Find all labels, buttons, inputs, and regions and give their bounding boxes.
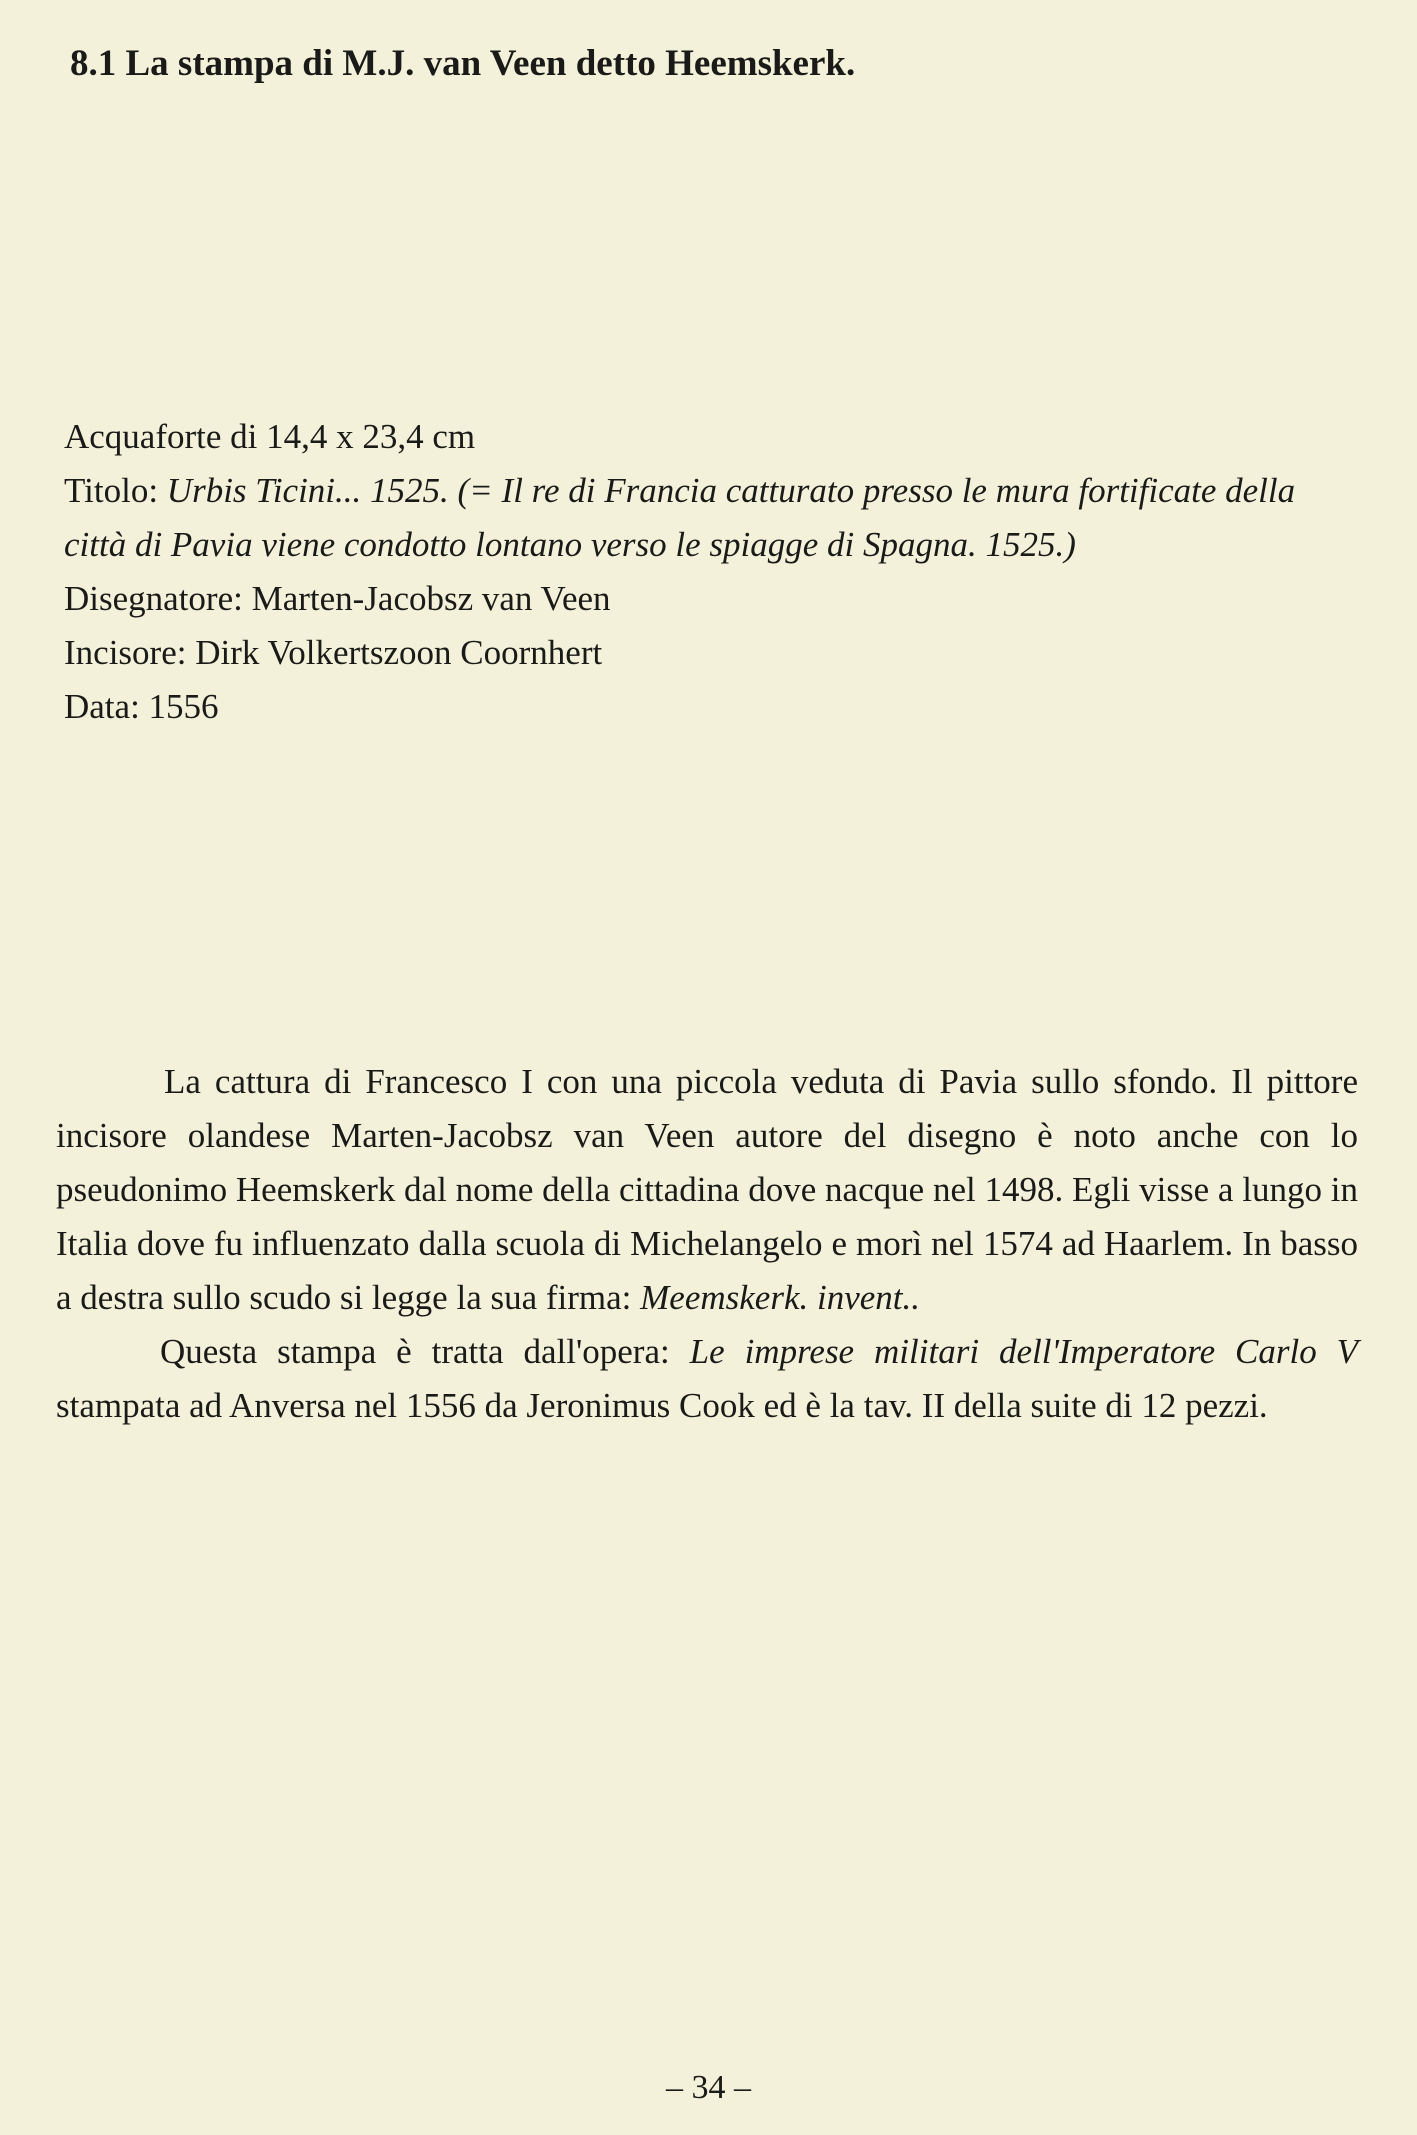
paragraph-1-text: La cattura di Francesco I con una piccola veduta di Pavia sullo sfondo. Il pittore incisore olandese Marten-Jacobsz van Veen autore del disegno è noto anche con lo pseudonimo Heemskerk dal nome della cittadina dove nacque nel 1498. Egli visse a lungo in Italia dove fu influenzato dalla scuola di Michelangelo e morì nel 1574 ad Haarlem. In basso a destra sullo scudo si legge la sua firma: (56, 1062, 1358, 1317)
engraver-line: Incisore: Dirk Volkertszoon Coornhert (64, 633, 603, 672)
title-latin: Urbis Ticini... 1525. (166, 471, 449, 510)
paragraph-2 (56, 1325, 1358, 1433)
paragraph-2-intro: Questa stampa è tratta dall'opera: (160, 1332, 670, 1371)
title-line (64, 464, 1364, 572)
body-text (56, 1055, 1358, 1433)
work-title: Le imprese militari dell'Imperatore Carlo V (689, 1332, 1359, 1371)
signature-text: Meemskerk. invent.. (640, 1278, 921, 1317)
print-metadata (64, 410, 1364, 734)
title-translation: (= Il re di Francia catturato presso le mura fortificate della città di Pavia viene condotto lontano verso le spiagge di Spagna. 1525.) (64, 471, 1296, 564)
page-number: – 34 – (666, 2069, 751, 2106)
paragraph-2-rest: stampata ad Anversa nel 1556 da Jeronimus Cook ed è la tav. II della suite di 12 pezzi. (56, 1386, 1268, 1425)
paragraph-1 (56, 1055, 1358, 1325)
title-label: Titolo: (64, 471, 159, 510)
page-title: 8.1 La stampa di M.J. van Veen detto Heemskerk. (70, 43, 856, 84)
date-line: Data: 1556 (64, 687, 219, 726)
designer-line: Disegnatore: Marten-Jacobsz van Veen (64, 579, 611, 618)
technique-line: Acquaforte di 14,4 x 23,4 cm (64, 417, 476, 456)
